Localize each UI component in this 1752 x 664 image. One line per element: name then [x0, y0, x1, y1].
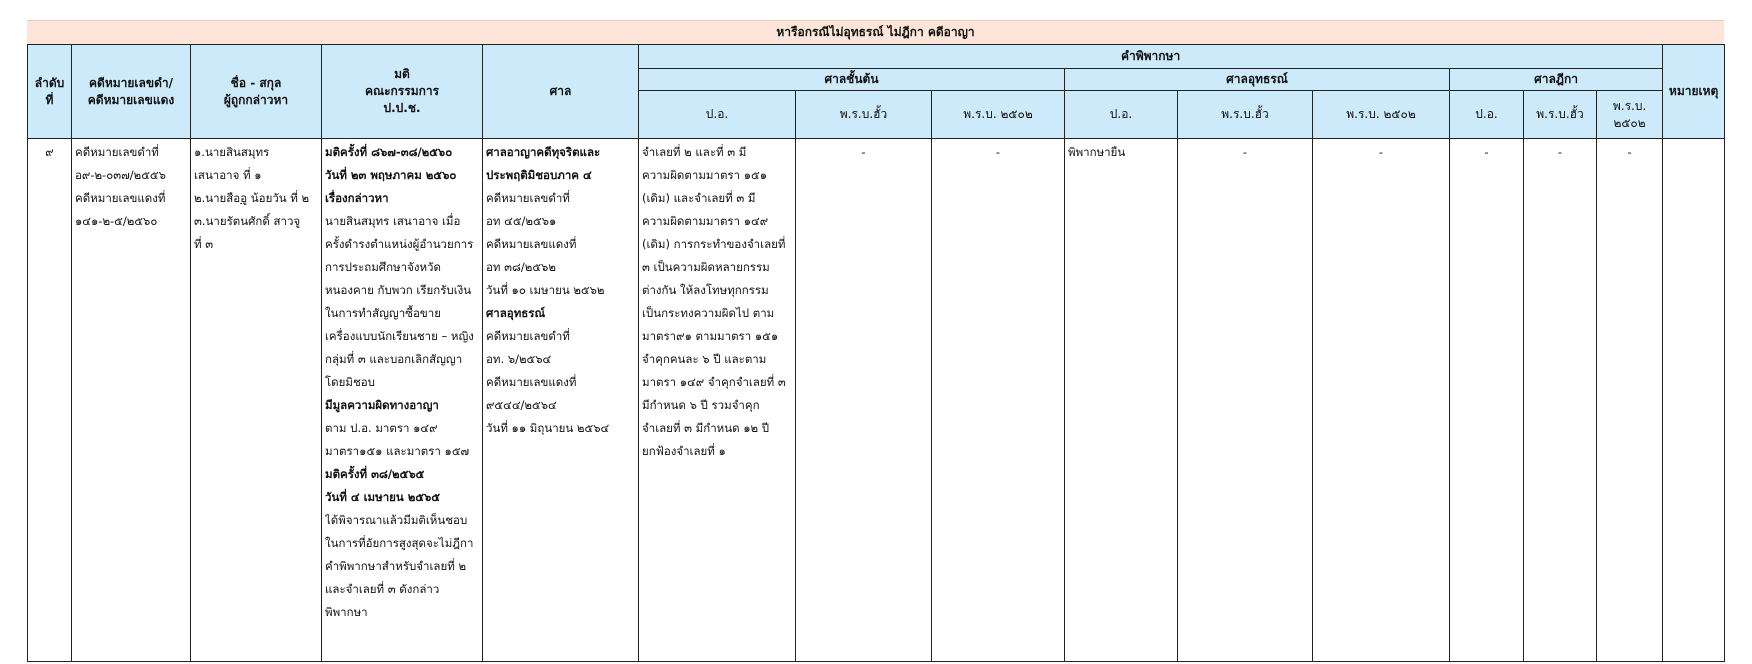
court-line: ศาลอาญาคดีทุจริตและ [486, 145, 601, 159]
header-court-supreme: ศาลฎีกา [1450, 69, 1663, 91]
resolution-line: โดยมิชอบ [325, 375, 375, 389]
resolution-line: มีมูลความผิดทางอาญา [325, 398, 439, 412]
cell-appeal-hua: - [1178, 139, 1313, 662]
cell-case-no: คดีหมายเลขดำที่ อ๙-๒-๐๓๗/๒๕๕๖ คดีหมายเลขแดงที่ ๑๔๑-๒-๕/๒๕๖๐ [72, 139, 191, 662]
header-supreme-2502: พ.ร.บ. ๒๕๐๒ [1597, 91, 1663, 139]
case-table [27, 44, 1725, 662]
header-first-2502: พ.ร.บ. ๒๕๐๒ [932, 91, 1065, 139]
header-accused: ชื่อ - สกุล ผู้ถูกกล่าวหา [191, 45, 322, 139]
first-court-po-line: ต่างกัน ให้ลงโทษทุกกรรม [642, 283, 769, 297]
court-line: ๙๕๔๔/๒๕๖๔ [486, 398, 557, 412]
court-line: คดีหมายเลขแดงที่ [486, 237, 577, 251]
document-page [27, 20, 1724, 662]
first-court-po-line: (เดิม) การกระทำของจำเลยที่ [642, 237, 786, 251]
header-appeal-hua: พ.ร.บ.ฮั้ว [1178, 91, 1313, 139]
header-court-first: ศาลชั้นต้น [639, 69, 1065, 91]
cell-resolution [322, 139, 483, 662]
first-court-po-line: จำเลยที่ ๒ และที่ ๓ มี [642, 145, 747, 159]
resolution-line: วันที่ ๔ เมษายน ๒๕๖๕ [325, 490, 441, 504]
header-appeal-po: ป.อ. [1065, 91, 1178, 139]
resolution-line: ตาม ป.อ. มาตรา ๑๔๙ [325, 421, 438, 435]
cell-accused [191, 139, 322, 662]
header-supreme-hua: พ.ร.บ.ฮั้ว [1524, 91, 1597, 139]
cell-court [483, 139, 639, 662]
court-line: คดีหมายเลขแดงที่ [486, 375, 577, 389]
first-court-po-line: มาตรา ๑๔๙ จำคุกจำเลยที่ ๓ [642, 375, 786, 389]
resolution-line: มติครั้งที่ ๘๖๗-๓๘/๒๕๖๐ [325, 145, 453, 159]
resolution-line: ในการที่อัยการสูงสุดจะไม่ฎีกา [325, 536, 474, 550]
table-row [28, 139, 1725, 662]
header-supreme-po: ป.อ. [1450, 91, 1524, 139]
header-judgment: คำพิพากษา [639, 45, 1663, 69]
first-court-po-line: ความผิดตามมาตรา ๑๕๑ [642, 168, 768, 182]
first-court-po-line: จำคุกคนละ ๖ ปี และตาม [642, 352, 767, 366]
first-court-po-line: (เดิม) และจำเลยที่ ๓ มี [642, 191, 756, 205]
resolution-line: คำพิพากษาสำหรับจำเลยที่ ๒ [325, 559, 467, 573]
cell-seq: ๙ [28, 139, 72, 662]
resolution-line: เครื่องแบบนักเรียนชาย – หญิง [325, 329, 474, 343]
first-court-po-line: ๓ เป็นความผิดหลายกรรม [642, 260, 770, 274]
court-line: คดีหมายเลขดำที่ [486, 191, 570, 205]
court-line: คดีหมายเลขดำที่ [486, 329, 570, 343]
court-line: อท ๓๘/๒๕๖๒ [486, 260, 556, 274]
header-appeal-2502: พ.ร.บ. ๒๕๐๒ [1313, 91, 1450, 139]
resolution-line: ได้พิจารณาแล้วมีมติเห็นชอบ [325, 513, 468, 527]
header-court-appeal: ศาลอุทธรณ์ [1065, 69, 1450, 91]
accused-line: ๒.นายสืออู น้อยวัน ที่ ๒ [194, 191, 310, 205]
court-line: อท. ๖/๒๕๖๔ [486, 352, 552, 366]
resolution-line: เรื่องกล่าวหา [325, 191, 389, 205]
resolution-line: นายสินสมุทร เสนาอาจ เมื่อ [325, 214, 461, 228]
resolution-line: หนองคาย กับพวก เรียกรับเงิน [325, 283, 472, 297]
first-court-po-line: ยกฟ้องจำเลยที่ ๑ [642, 444, 726, 458]
resolution-line: ครั้งดำรงตำแหน่งผู้อำนวยการ [325, 237, 474, 251]
accused-line: เสนาอาจ ที่ ๑ [194, 168, 262, 182]
first-court-po-line: จำเลยที่ ๓ มีกำหนด ๑๒ ปี [642, 421, 770, 435]
first-court-po-line: เป็นกระทงความผิดไป ตาม [642, 306, 775, 320]
cell-first-2502: - [932, 139, 1065, 662]
resolution-line: ในการทำสัญญาซื้อขาย [325, 306, 441, 320]
resolution-line: มติครั้งที่ ๓๘/๒๕๖๕ [325, 467, 425, 481]
table-title: หารือกรณีไม่อุทธรณ์ ไม่ฎีกา คดีอาญา [27, 20, 1724, 44]
header-first-po: ป.อ. [639, 91, 796, 139]
header-seq: ลำดับ ที่ [28, 45, 72, 139]
court-line: ศาลอุทธรณ์ [486, 306, 546, 320]
resolution-line: พิพากษา [325, 605, 368, 619]
resolution-line: มาตรา๑๕๑ และมาตรา ๑๕๗ [325, 444, 470, 458]
cell-first-po [639, 139, 796, 662]
first-court-po-line: มีกำหนด ๖ ปี รวมจำคุก [642, 398, 760, 412]
header-first-hua: พ.ร.บ.ฮั้ว [796, 91, 932, 139]
court-line: อท ๔๕/๒๕๖๑ [486, 214, 557, 228]
header-resolution: มติ คณะกรรมการ ป.ป.ช. [322, 45, 483, 139]
cell-supreme-po: - [1450, 139, 1524, 662]
cell-appeal-2502: - [1313, 139, 1450, 662]
cell-first-hua: - [796, 139, 932, 662]
resolution-line: การประถมศึกษาจังหวัด [325, 260, 441, 274]
first-court-po-line: ความผิดตามมาตรา ๑๔๙ [642, 214, 769, 228]
accused-line: ๓.นายรัตนศักดิ์ สาวจู [194, 214, 301, 228]
resolution-line: วันที่ ๒๓ พฤษภาคม ๒๕๖๐ [325, 168, 457, 182]
header-case-no: คดีหมายเลขดำ/ คดีหมายเลขแดง [72, 45, 191, 139]
resolution-line: กลุ่มที่ ๓ และบอกเลิกสัญญา [325, 352, 463, 366]
first-court-po-line: มาตรา๙๑ ตามมาตรา ๑๕๑ [642, 329, 779, 343]
cell-supreme-hua: - [1524, 139, 1597, 662]
resolution-line: และจำเลยที่ ๓ ดังกล่าว [325, 582, 440, 596]
accused-line: ที่ ๓ [194, 237, 214, 251]
cell-remark [1663, 139, 1725, 662]
cell-supreme-2502: - [1597, 139, 1663, 662]
court-line: วันที่ ๑๑ มิถุนายน ๒๕๖๔ [486, 421, 610, 435]
accused-line: ๑.นายสินสมุทร [194, 145, 270, 159]
header-court: ศาล [483, 45, 639, 139]
court-line: วันที่ ๑๐ เมษายน ๒๕๖๒ [486, 283, 605, 297]
cell-appeal-po: พิพากษายืน [1065, 139, 1178, 662]
court-line: ประพฤติมิชอบภาค ๔ [486, 168, 592, 182]
header-remark: หมายเหตุ [1663, 45, 1725, 139]
